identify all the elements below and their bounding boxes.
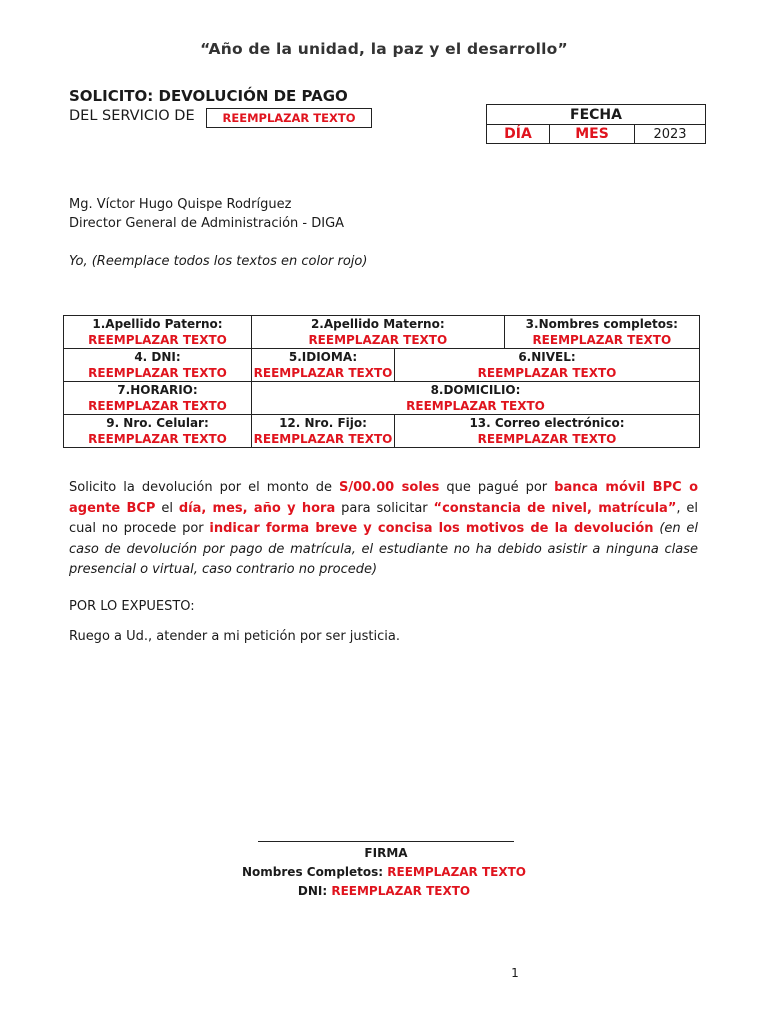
label-apellido-materno: 2.Apellido Materno: xyxy=(310,317,445,331)
intro-text: Yo, (Reemplace todos los textos en color rojo) xyxy=(69,254,368,269)
personal-data-table xyxy=(63,315,700,448)
label-horario: 7.HORARIO: xyxy=(117,383,198,397)
cell-dni xyxy=(64,349,252,382)
value-apellido-paterno[interactable]: REEMPLAZAR TEXTO xyxy=(88,333,227,347)
signature-dni-label: DNI: xyxy=(297,884,332,898)
date-box xyxy=(486,104,706,144)
body-text-4: para solicitar xyxy=(335,500,434,516)
addressee-name: Mg. Víctor Hugo Quispe Rodríguez xyxy=(69,197,292,212)
reason-field[interactable]: indicar forma breve y concisa los motivos de la devolución xyxy=(209,521,654,536)
signature-dni-value[interactable]: REEMPLAZAR TEXTO xyxy=(331,884,471,898)
signature-line xyxy=(258,841,514,842)
value-nombres[interactable]: REEMPLAZAR TEXTO xyxy=(532,333,672,347)
value-dni[interactable]: REEMPLAZAR TEXTO xyxy=(88,366,227,380)
date-title: FECHA xyxy=(487,105,706,125)
label-nombres: 3.Nombres completos: xyxy=(525,317,678,331)
payment-method-field[interactable]: banca móvil BPC o agente BCP xyxy=(69,480,699,516)
value-horario[interactable]: REEMPLAZAR TEXTO xyxy=(88,399,227,413)
label-nivel: 6.NIVEL: xyxy=(518,350,576,364)
label-domicilio: 8.DOMICILIO: xyxy=(430,383,521,397)
body-text-5: , el cual no procede por xyxy=(69,500,698,536)
body-text-3: el xyxy=(155,500,179,516)
signature-dni xyxy=(200,884,568,898)
closing-heading: POR LO EXPUESTO: xyxy=(69,599,195,614)
label-idioma: 5.IDIOMA: xyxy=(288,350,358,364)
cell-celular xyxy=(64,415,252,448)
cell-apellido-materno xyxy=(252,316,505,349)
cell-apellido-paterno xyxy=(64,316,252,349)
date-month[interactable]: MES xyxy=(550,125,635,144)
closing-request: Ruego a Ud., atender a mi petición por ser justicia. xyxy=(69,629,400,644)
request-title: SOLICITO: DEVOLUCIÓN DE PAGO xyxy=(69,87,348,105)
label-dni: 4. DNI: xyxy=(134,350,181,364)
date-year[interactable]: 2023 xyxy=(635,125,706,144)
value-fijo[interactable]: REEMPLAZAR TEXTO xyxy=(253,432,393,446)
request-body-paragraph xyxy=(69,478,698,581)
signature-names xyxy=(200,865,568,879)
value-domicilio[interactable]: REEMPLAZAR TEXTO xyxy=(406,399,545,413)
cell-fijo xyxy=(252,415,395,448)
value-apellido-materno[interactable]: REEMPLAZAR TEXTO xyxy=(308,333,448,347)
value-correo[interactable]: REEMPLAZAR TEXTO xyxy=(477,432,617,446)
service-value-box[interactable]: REEMPLAZAR TEXTO xyxy=(206,108,372,128)
signature-names-value[interactable]: REEMPLAZAR TEXTO xyxy=(387,865,526,879)
label-celular: 9. Nro. Celular: xyxy=(106,416,209,430)
cell-domicilio xyxy=(252,382,700,415)
body-text-2: que pagué por xyxy=(439,480,555,495)
label-apellido-paterno: 1.Apellido Paterno: xyxy=(92,317,223,331)
amount-field[interactable]: S/00.00 soles xyxy=(339,480,440,495)
cell-nombres xyxy=(504,316,699,349)
date-day[interactable]: DÍA xyxy=(487,125,550,144)
signature-label: FIRMA xyxy=(364,846,408,860)
body-text-1: Solicito la devolución por el monto de xyxy=(69,480,339,495)
service-label: DEL SERVICIO DE xyxy=(69,108,195,124)
cell-idioma xyxy=(252,349,395,382)
body-note: (en el caso de devolución por pago de matrícula, el estudiante no ha debido asistir a ninguna clase presencial o virtual, caso contrario no procede) xyxy=(69,521,698,577)
label-fijo: 12. Nro. Fijo: xyxy=(279,416,367,430)
cell-horario xyxy=(64,382,252,415)
signature-names-label: Nombres Completos: xyxy=(242,865,388,879)
addressee-position: Director General de Administración - DIGA xyxy=(69,216,345,231)
cell-nivel xyxy=(395,349,700,382)
value-idioma[interactable]: REEMPLAZAR TEXTO xyxy=(253,366,393,380)
concept-field[interactable]: “constancia de nivel, matrícula” xyxy=(433,500,677,516)
cell-correo xyxy=(395,415,700,448)
value-nivel[interactable]: REEMPLAZAR TEXTO xyxy=(477,366,617,380)
label-correo: 13. Correo electrónico: xyxy=(469,416,625,430)
value-celular[interactable]: REEMPLAZAR TEXTO xyxy=(88,432,227,446)
page-number: 1 xyxy=(511,966,519,980)
document-motto: “Año de la unidad, la paz y el desarrollo” xyxy=(200,40,568,58)
payment-datetime-field[interactable]: día, mes, año y hora xyxy=(178,500,336,516)
